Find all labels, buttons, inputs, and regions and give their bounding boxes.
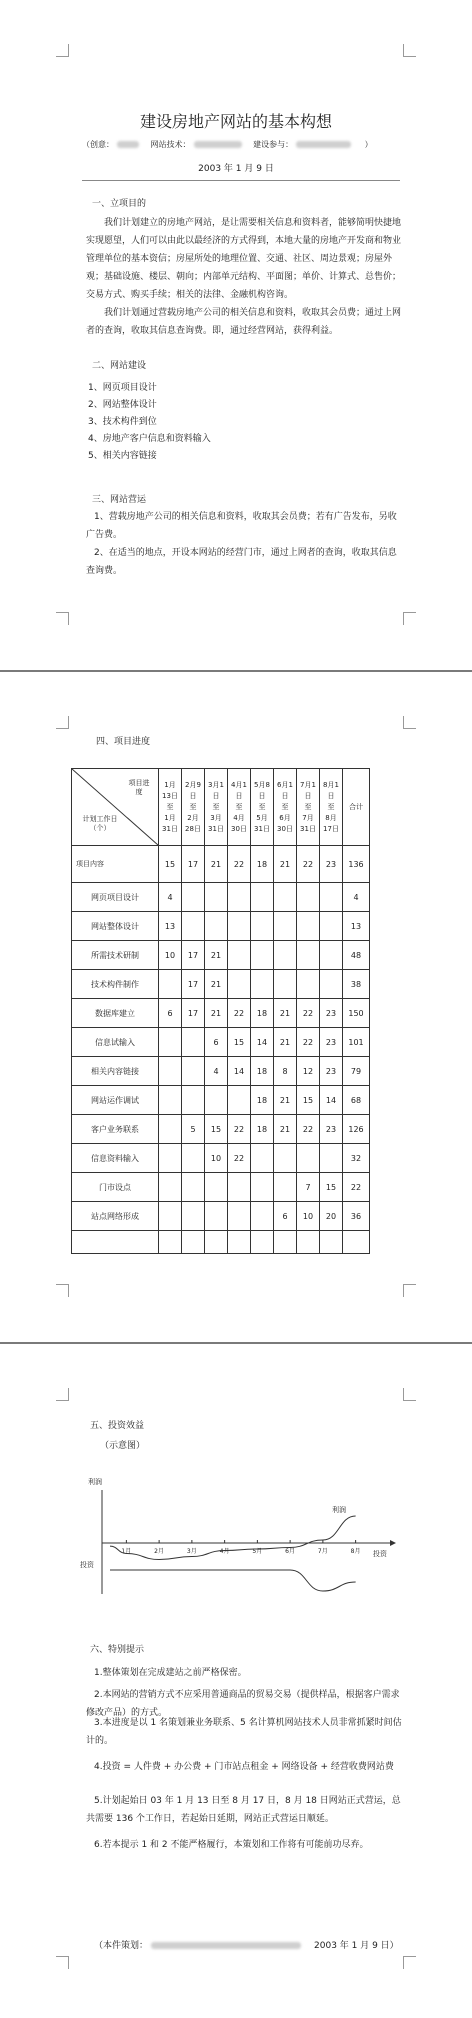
task-value-cell: 36: [343, 1202, 370, 1231]
task-name-cell: 信息试输入: [72, 1028, 159, 1057]
task-value-cell: 150: [343, 999, 370, 1028]
period-header-line: 6月1: [277, 780, 293, 789]
work-days-cell: 21: [205, 846, 228, 883]
task-value-cell: 22: [228, 999, 251, 1028]
task-value-cell: 18: [251, 999, 274, 1028]
period-header-cell: [159, 769, 182, 846]
margin-corner-mark: [56, 1388, 69, 1401]
task-value-cell: [182, 1231, 205, 1254]
task-value-cell: [320, 970, 343, 999]
period-header-line: 2月9: [185, 780, 201, 789]
task-value-cell: [205, 1173, 228, 1202]
task-name-cell: 门市设点: [72, 1173, 159, 1202]
task-value-cell: 4: [159, 883, 182, 912]
special-note-item: 6.若本提示 1 和 2 不能严格履行，本策划和工作将有可能前功尽弃。: [94, 1840, 369, 1850]
task-name-cell: 网站运作调试: [72, 1086, 159, 1115]
task-value-cell: 21: [205, 970, 228, 999]
task-value-cell: 15: [205, 1115, 228, 1144]
section4-heading: 四、项目进度: [96, 737, 151, 747]
section2-list-item: 2、网站整体设计: [88, 400, 157, 410]
task-value-cell: [205, 1202, 228, 1231]
period-header-line: 至: [189, 802, 197, 811]
margin-corner-mark: [403, 1388, 416, 1401]
task-value-cell: 22: [228, 1115, 251, 1144]
margin-corner-mark: [403, 1284, 416, 1297]
header-rule: [82, 180, 400, 181]
work-days-cell: 15: [159, 846, 182, 883]
margin-corner-mark: [56, 1284, 69, 1297]
task-value-cell: [159, 1028, 182, 1057]
work-days-cell: 22: [297, 846, 320, 883]
task-value-cell: [182, 1086, 205, 1115]
task-value-cell: [297, 1231, 320, 1254]
x-tick-label: 6月: [285, 1548, 295, 1555]
table-row: [72, 1028, 370, 1057]
task-name-cell: 所需技术研制: [72, 941, 159, 970]
task-value-cell: 15: [228, 1028, 251, 1057]
task-value-cell: [205, 1231, 228, 1254]
task-value-cell: 6: [159, 999, 182, 1028]
task-value-cell: 48: [343, 941, 370, 970]
task-value-cell: 10: [297, 1202, 320, 1231]
task-value-cell: [182, 1202, 205, 1231]
period-header-line: 8月: [325, 813, 337, 822]
task-value-cell: 14: [228, 1057, 251, 1086]
total-header-cell: 合计: [343, 769, 370, 846]
task-value-cell: [159, 1202, 182, 1231]
work-days-cell: 21: [274, 846, 297, 883]
investment-chart: [80, 1478, 430, 1602]
task-value-cell: [297, 970, 320, 999]
task-value-cell: 23: [320, 999, 343, 1028]
task-name-cell: 技术构件制作: [72, 970, 159, 999]
task-value-cell: [159, 1086, 182, 1115]
period-header-line: 3月: [210, 813, 222, 822]
task-value-cell: 79: [343, 1057, 370, 1086]
task-value-cell: 15: [320, 1173, 343, 1202]
task-value-cell: [274, 1231, 297, 1254]
task-value-cell: 13: [343, 912, 370, 941]
work-days-cell: 17: [182, 846, 205, 883]
task-value-cell: 13: [159, 912, 182, 941]
margin-corner-mark: [403, 1956, 416, 1969]
table-row: [72, 1144, 370, 1173]
period-header-line: 5月: [256, 813, 268, 822]
x-axis-arrow: [390, 1540, 396, 1546]
task-value-cell: 22: [228, 1144, 251, 1173]
period-header-line: 日: [304, 791, 312, 800]
work-days-row: [72, 846, 370, 883]
document-date: 2003 年 1 月 9 日: [198, 164, 274, 174]
period-header-line: 至: [327, 802, 335, 811]
x-tick-label: 8月: [350, 1548, 361, 1555]
task-value-cell: 14: [320, 1086, 343, 1115]
period-header-cell: [228, 769, 251, 846]
corner-bottom-label: 项目内容: [76, 860, 104, 868]
task-value-cell: [228, 1086, 251, 1115]
section5-subheading: （示意图）: [100, 1441, 146, 1451]
task-value-cell: [274, 1144, 297, 1173]
margin-corner-mark: [403, 44, 416, 57]
x-tick-label: 1月: [121, 1548, 132, 1555]
table-row: [72, 1202, 370, 1231]
period-header-line: 7月: [302, 813, 314, 822]
task-value-cell: 21: [274, 1028, 297, 1057]
task-value-cell: [320, 1144, 343, 1173]
task-value-cell: 5: [182, 1115, 205, 1144]
task-value-cell: [228, 970, 251, 999]
period-header-line: 至: [281, 802, 289, 811]
task-value-cell: 18: [251, 1057, 274, 1086]
section1-heading: 一、立项目的: [92, 199, 147, 209]
task-value-cell: [182, 912, 205, 941]
task-value-cell: [228, 941, 251, 970]
document-page-3: [0, 1344, 472, 2018]
task-value-cell: [251, 883, 274, 912]
period-header-cell: [205, 769, 228, 846]
period-header-line: 2月: [187, 813, 199, 822]
x-tick-label: 5月: [252, 1548, 263, 1555]
task-value-cell: 20: [320, 1202, 343, 1231]
task-value-cell: 23: [320, 1028, 343, 1057]
task-value-cell: 18: [251, 1086, 274, 1115]
task-value-cell: 23: [320, 1115, 343, 1144]
task-value-cell: 21: [205, 941, 228, 970]
period-header-line: 至: [258, 802, 266, 811]
profit-curve-label: 利润: [332, 1506, 346, 1514]
task-value-cell: [159, 1144, 182, 1173]
task-value-cell: [159, 1115, 182, 1144]
task-value-cell: [182, 1144, 205, 1173]
table-row: [72, 970, 370, 999]
period-header-cell: [182, 769, 205, 846]
document-title: 建设房地产网站的基本构想: [139, 112, 332, 131]
period-header-line: 至: [212, 802, 220, 811]
section2-list-item: 5、相关内容链接: [88, 451, 157, 461]
table-row: [72, 1086, 370, 1115]
task-value-cell: 10: [205, 1144, 228, 1173]
task-value-cell: [297, 1144, 320, 1173]
task-value-cell: 101: [343, 1028, 370, 1057]
period-header-line: 1月: [164, 813, 176, 822]
period-header-line: 28日: [185, 824, 201, 833]
task-value-cell: 10: [159, 941, 182, 970]
task-value-cell: [228, 883, 251, 912]
section5-heading: 五、投资效益: [90, 1421, 145, 1431]
task-value-cell: [274, 1173, 297, 1202]
work-days-cell: 23: [320, 846, 343, 883]
task-value-cell: 21: [205, 999, 228, 1028]
section3-paragraph-2: 2、在适当的地点，开设本网站的经营门市，通过上网者的查询，收取其信息查询费。: [86, 548, 397, 576]
document-page-1: [0, 0, 472, 670]
task-value-cell: [159, 1231, 182, 1254]
investment-curve: [110, 1570, 356, 1591]
task-value-cell: [182, 1028, 205, 1057]
x-tick-label: 7月: [317, 1548, 328, 1555]
task-value-cell: [205, 1086, 228, 1115]
task-value-cell: 21: [274, 999, 297, 1028]
section1-paragraph-2: 我们计划通过营载房地产公司的相关信息和资料，收取其会员费；通过上网者的查询，收取其信息查询费。即，通过经营网站，获得利益。: [86, 308, 402, 336]
period-header-cell: [274, 769, 297, 846]
period-header-line: 6月: [279, 813, 291, 822]
section2-list-item: 3、技术构件到位: [88, 417, 157, 427]
work-days-cell: 18: [251, 846, 274, 883]
section1-paragraph-1: 我们计划建立的房地产网站，是让需要相关信息和资料者，能够简明快捷地实现愿望，人们可以由此以最经济的方式得到，本地大量的房地产开发商和物业管理单位的基本资信；房屋所处的地理位置、交通、社区、周边景观；房屋外观；基础设施、楼层、朝向；内部单元结构、平面图；单价、计算式、总售价；交易方式、购买手续；相关的法律、金融机构咨询。: [86, 218, 402, 300]
task-value-cell: [251, 1173, 274, 1202]
period-header-line: 13日: [162, 791, 178, 800]
margin-corner-mark: [56, 1956, 69, 1969]
closing-line: （本件策划： 2003 年 1 月 9 日）: [94, 1941, 399, 1951]
period-header-line: 至: [304, 802, 312, 811]
task-value-cell: 17: [182, 970, 205, 999]
task-value-cell: 4: [343, 883, 370, 912]
schedule-table: [71, 768, 370, 1254]
task-name-cell: 数据库建立: [72, 999, 159, 1028]
task-value-cell: [297, 912, 320, 941]
task-value-cell: [228, 1202, 251, 1231]
task-value-cell: [320, 883, 343, 912]
special-note-item: 2.本网站的营销方式不应采用普通商品的贸易交易（提供样品，根据客户需求修改产品）的方式。: [86, 1690, 400, 1718]
task-value-cell: 68: [343, 1086, 370, 1115]
task-name-cell: 客户业务联系: [72, 1115, 159, 1144]
x-tick-label: 2月: [154, 1548, 164, 1555]
task-name-cell: 站点网络形成: [72, 1202, 159, 1231]
period-header-line: 日: [235, 791, 243, 800]
task-value-cell: [251, 912, 274, 941]
margin-corner-mark: [403, 716, 416, 729]
table-row: [72, 999, 370, 1028]
task-value-cell: 6: [274, 1202, 297, 1231]
document-page-2: [0, 672, 472, 1342]
task-value-cell: [205, 912, 228, 941]
task-value-cell: [159, 1057, 182, 1086]
corner-top-label: 项目进度: [128, 779, 150, 796]
task-value-cell: [274, 912, 297, 941]
period-header-line: 日: [281, 791, 289, 800]
x-tick-label: 4月: [219, 1548, 230, 1555]
task-name-cell: 相关内容链接: [72, 1057, 159, 1086]
period-header-line: 日: [327, 791, 335, 800]
period-header-line: 31日: [208, 824, 224, 833]
task-value-cell: 126: [343, 1115, 370, 1144]
work-days-label-cell: [72, 846, 159, 883]
special-note-item: 5.计划起始日 03 年 1 月 13 日至 8 月 17 日，8 月 18 日网站正式营运，总共需要 136 个工作日，若起始日延期，网站正式营运日顺延。: [86, 1796, 401, 1824]
task-value-cell: [343, 1231, 370, 1254]
task-value-cell: [182, 883, 205, 912]
period-header-line: 1月: [164, 780, 176, 789]
table-row: [72, 1057, 370, 1086]
special-note-item: 4.投资 = 人件费 + 办公费 + 门市站点租金 + 网络设备 + 经营收费网站费: [94, 1762, 394, 1772]
table-corner-cell: [72, 769, 159, 846]
special-note-item: 1.整体策划在完成建站之前严格保密。: [94, 1668, 247, 1678]
task-value-cell: 22: [297, 999, 320, 1028]
period-header-line: 日: [212, 791, 220, 800]
period-header-line: 至: [166, 802, 174, 811]
task-name-cell: 信息资料输入: [72, 1144, 159, 1173]
task-value-cell: [297, 883, 320, 912]
task-value-cell: 23: [320, 1057, 343, 1086]
task-value-cell: 22: [343, 1173, 370, 1202]
period-header-line: 8月1: [323, 780, 339, 789]
task-value-cell: 17: [182, 941, 205, 970]
margin-corner-mark: [403, 612, 416, 625]
investment-left-label: 投资: [80, 1561, 94, 1569]
period-header-line: 日: [189, 791, 197, 800]
period-header-cell: [251, 769, 274, 846]
task-value-cell: [320, 1231, 343, 1254]
task-value-cell: [159, 1173, 182, 1202]
table-row: [72, 1115, 370, 1144]
task-value-cell: 21: [274, 1086, 297, 1115]
task-value-cell: [251, 1202, 274, 1231]
task-value-cell: 14: [251, 1028, 274, 1057]
task-value-cell: [205, 883, 228, 912]
task-value-cell: 15: [297, 1086, 320, 1115]
x-axis-end-label: 投资: [373, 1550, 387, 1558]
task-value-cell: 18: [251, 1115, 274, 1144]
period-header-cell: [320, 769, 343, 846]
section2-list-item: 1、网页项目设计: [88, 383, 157, 393]
task-value-cell: 32: [343, 1144, 370, 1173]
task-value-cell: [251, 970, 274, 999]
period-header-line: 17日: [323, 824, 339, 833]
task-value-cell: [297, 941, 320, 970]
task-value-cell: 22: [297, 1115, 320, 1144]
task-value-cell: 7: [297, 1173, 320, 1202]
section6-heading: 六、特别提示: [90, 1645, 145, 1655]
period-header-line: 7月1: [300, 780, 316, 789]
task-name-cell: [72, 1231, 159, 1254]
task-value-cell: [274, 970, 297, 999]
task-value-cell: [320, 912, 343, 941]
task-value-cell: [251, 941, 274, 970]
table-header-row: [72, 769, 370, 846]
task-value-cell: [182, 1173, 205, 1202]
margin-corner-mark: [56, 612, 69, 625]
task-value-cell: 17: [182, 999, 205, 1028]
section2-heading: 二、网站建设: [92, 361, 147, 371]
period-header-line: 3月1: [208, 780, 224, 789]
task-value-cell: 6: [205, 1028, 228, 1057]
task-value-cell: 8: [274, 1057, 297, 1086]
period-header-line: 4月1: [231, 780, 247, 789]
task-value-cell: 21: [274, 1115, 297, 1144]
section3-paragraph-1: 1、营载房地产公司的相关信息和资料，收取其会员费；若有广告发布，另收广告费。: [86, 512, 397, 540]
margin-corner-mark: [56, 44, 69, 57]
period-header-line: 30日: [277, 824, 293, 833]
task-value-cell: 4: [205, 1057, 228, 1086]
task-name-cell: 网页项目设计: [72, 883, 159, 912]
table-row: [72, 1173, 370, 1202]
x-tick-label: 3月: [186, 1548, 197, 1555]
period-header-line: 至: [235, 802, 243, 811]
task-value-cell: [320, 941, 343, 970]
task-value-cell: [228, 912, 251, 941]
task-value-cell: [251, 1144, 274, 1173]
task-value-cell: [228, 1231, 251, 1254]
y-axis-label: 利润: [88, 1478, 102, 1486]
task-value-cell: 12: [297, 1057, 320, 1086]
corner-mid-label: 计划工作日（个）: [82, 815, 118, 832]
task-name-cell: 网站整体设计: [72, 912, 159, 941]
document-meta-line: （创意： 网站技术： 建设参与： ）: [82, 140, 373, 149]
period-header-line: 5月8: [254, 780, 270, 789]
section3-heading: 三、网站营运: [92, 495, 147, 505]
task-value-cell: [274, 883, 297, 912]
period-header-line: 31日: [254, 824, 270, 833]
task-value-cell: 22: [297, 1028, 320, 1057]
section2-list-item: 4、房地产客户信息和资料输入: [88, 434, 211, 444]
task-value-cell: [159, 970, 182, 999]
period-header-line: 31日: [162, 824, 178, 833]
period-header-line: 30日: [231, 824, 247, 833]
task-value-cell: [228, 1173, 251, 1202]
period-header-cell: [297, 769, 320, 846]
period-header-line: 4月: [233, 813, 245, 822]
work-days-cell: 136: [343, 846, 370, 883]
margin-corner-mark: [56, 716, 69, 729]
period-header-line: 31日: [300, 824, 316, 833]
table-row: [72, 1231, 370, 1254]
table-row: [72, 912, 370, 941]
work-days-cell: 22: [228, 846, 251, 883]
period-header-line: 日: [258, 791, 266, 800]
table-row: [72, 941, 370, 970]
task-value-cell: [251, 1231, 274, 1254]
table-row: [72, 883, 370, 912]
task-value-cell: [274, 941, 297, 970]
task-value-cell: 38: [343, 970, 370, 999]
special-note-item: 3.本进度是以 1 名策划兼业务联系、5 名计算机网站技术人员非常抓紧时间估计的。: [86, 1718, 402, 1746]
task-value-cell: [182, 1057, 205, 1086]
